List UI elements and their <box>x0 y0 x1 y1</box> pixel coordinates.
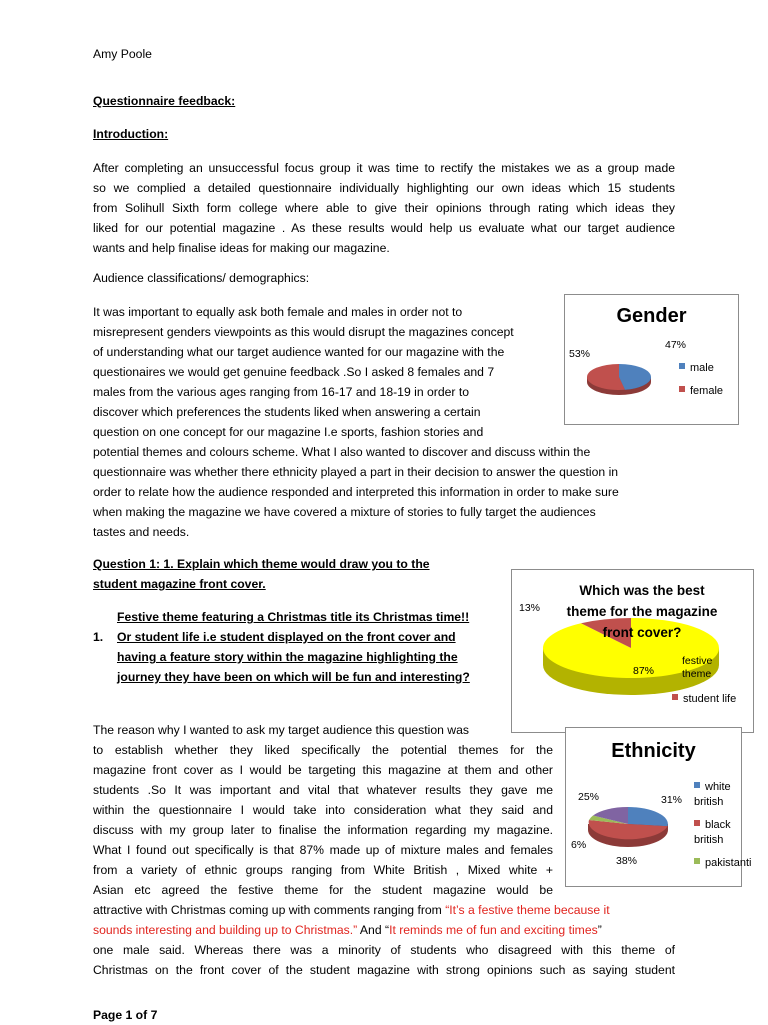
label-male-pct: 47% <box>665 339 687 351</box>
legend-student-life <box>672 692 736 707</box>
paragraph-line: What I found out specifically is that 87% made up of mixture males and females <box>93 843 553 857</box>
title-line: Which was the best <box>579 583 705 598</box>
legend-festive <box>682 655 744 681</box>
legend-swatch <box>679 386 685 392</box>
label-black-pct: 38% <box>616 855 638 867</box>
document-heading: Questionnaire feedback: <box>93 94 236 108</box>
quote-intro: attractive with Christmas coming up with comments ranging from <box>93 903 446 917</box>
introduction-paragraph <box>93 158 675 258</box>
ethnicity-chart <box>565 727 752 887</box>
paragraph-line: discuss with my group later to finalise the information regarding my magazine. <box>93 823 553 837</box>
gender-chart-title: Gender <box>616 305 687 327</box>
paragraph-line: wants and help finalise ideas for making our magazine. <box>93 241 390 255</box>
paragraph-line: one male said. Whereas there was a minority of students who disagreed with this theme of <box>93 943 675 957</box>
question-option-student-life: journey they have been on which will be fun and interesting? <box>117 670 470 684</box>
paragraph-line: The reason why I wanted to ask my target audience this question was <box>93 723 469 737</box>
quote-festive-cont: sounds interesting and building up to Christmas.” <box>93 923 358 937</box>
legend-label: pakistanti <box>705 857 752 869</box>
quote-line <box>93 920 602 940</box>
paragraph-line: questionnaire was whether there ethnicity played a part in their decision to answer the question in <box>93 465 619 479</box>
paragraph-line: students .So It was important and vital that whatever results they gave me <box>93 783 553 797</box>
ethnicity-chart-title: Ethnicity <box>611 740 696 762</box>
paragraph-line: question on one concept for our magazine I.e sports, fashion stories and <box>93 425 484 439</box>
title-line: front cover? <box>602 625 682 640</box>
legend-female <box>679 384 723 399</box>
quote-and: And “ <box>357 923 390 937</box>
legend-pakistanti <box>694 856 751 871</box>
legend-black-british <box>694 818 739 848</box>
legend-label: female <box>690 385 724 397</box>
paragraph-line: of understanding what our target audience wanted for our magazine with the <box>93 345 505 359</box>
paragraph-line: Asian etc agreed the festive theme for the student magazine would be <box>93 883 553 897</box>
paragraph-line: questionaires we would get genuine feedback .So I asked 8 females and 7 <box>93 365 495 379</box>
question-option-festive: Festive theme featuring a Christmas title its Christmas time!! <box>117 610 470 624</box>
quote-line <box>93 900 610 920</box>
paragraph-line: from Solihull Sixth form college where able to give their opinions through rating which ideas they <box>93 201 675 215</box>
paragraph-line: Christmas on the front cover of the student magazine with strong opinions such as saying student <box>93 963 675 977</box>
legend-white-british <box>694 780 739 810</box>
label-other-pct: 25% <box>578 791 600 803</box>
paragraph-line: liked for our potential magazine . As these results would help us evaluate what our target audience <box>93 221 675 235</box>
theme-chart <box>511 569 754 733</box>
label-pakistanti-pct: 6% <box>571 839 587 851</box>
closing-paragraph <box>93 940 675 980</box>
legend-swatch <box>672 694 678 700</box>
paragraph-line: so we complied a detailed questionnaire individually highlighting our own ideas which 15 students <box>93 181 675 195</box>
gender-pie <box>565 295 738 424</box>
paragraph-line: After completing an unsuccessful focus group it was time to rectify the mistakes we as a group made <box>93 161 675 175</box>
audience-heading: Audience classifications/ demographics: <box>93 271 310 285</box>
legend-swatch <box>694 858 700 864</box>
quote-close: ” <box>597 923 602 937</box>
gender-chart <box>564 294 739 425</box>
legend-label: festive theme <box>682 655 713 680</box>
question-1-title-cont: student magazine front cover. <box>93 577 266 591</box>
label-student-pct: 13% <box>519 602 541 614</box>
theme-chart-title <box>542 580 742 643</box>
legend-label: student life <box>683 693 737 705</box>
legend-swatch <box>679 363 685 369</box>
paragraph-line: from a variety of ethnic groups ranging from White British , Mixed white + <box>93 863 553 877</box>
quote-festive: “It’s a festive theme because it <box>445 903 610 917</box>
paragraph-line: tastes and needs. <box>93 525 190 539</box>
quote-fun: It reminds me of fun and exciting times <box>389 923 598 937</box>
paragraph-line: potential themes and colours scheme. What I also wanted to discover and discuss within the <box>93 445 591 459</box>
author-name: Amy Poole <box>93 47 152 61</box>
legend-swatch <box>694 820 700 826</box>
paragraph-line: It was important to equally ask both female and males in order not to <box>93 305 463 319</box>
legend-male <box>679 361 714 376</box>
question-1-title: Question 1: 1. Explain which theme would draw you to the <box>93 557 430 571</box>
question-option-student-life: having a feature story within the magazine highlighting the <box>117 650 458 664</box>
legend-swatch <box>694 782 700 788</box>
question-option-student-life: Or student life i.e student displayed on the front cover and <box>117 630 456 644</box>
legend-label: black british <box>694 819 731 846</box>
label-female-pct: 53% <box>569 348 591 360</box>
pie-slice-white-british <box>628 807 668 826</box>
paragraph-line: misrepresent genders viewpoints as this would disrupt the magazines concept <box>93 325 514 339</box>
introduction-heading: Introduction: <box>93 127 169 141</box>
paragraph-line: males from the various ages ranging from 16-17 and 18-19 in order to <box>93 385 469 399</box>
paragraph-line: within the questionnaire I would take into consideration what they said and <box>93 803 553 817</box>
label-festive-pct: 87% <box>633 665 655 677</box>
reason-paragraph <box>93 740 553 900</box>
paragraph-line: order to relate how the audience responded and interpreted this information in order to make sure <box>93 485 619 499</box>
paragraph-line: magazine front cover as I would be targeting this magazine at them and other <box>93 763 553 777</box>
legend-label: male <box>690 362 714 374</box>
page-footer: Page 1 of 7 <box>93 1008 158 1022</box>
label-white-pct: 31% <box>661 794 683 806</box>
paragraph-line: to establish whether they liked specifically the potential themes for the <box>93 743 553 757</box>
list-number: 1. <box>93 630 104 644</box>
legend-label: white british <box>694 781 731 808</box>
paragraph-line: discover which preferences the students liked when answering a certain <box>93 405 481 419</box>
paragraph-line: when making the magazine we have covered a mixture of stories to fully target the audiences <box>93 505 596 519</box>
title-line: theme for the magazine <box>566 604 718 619</box>
